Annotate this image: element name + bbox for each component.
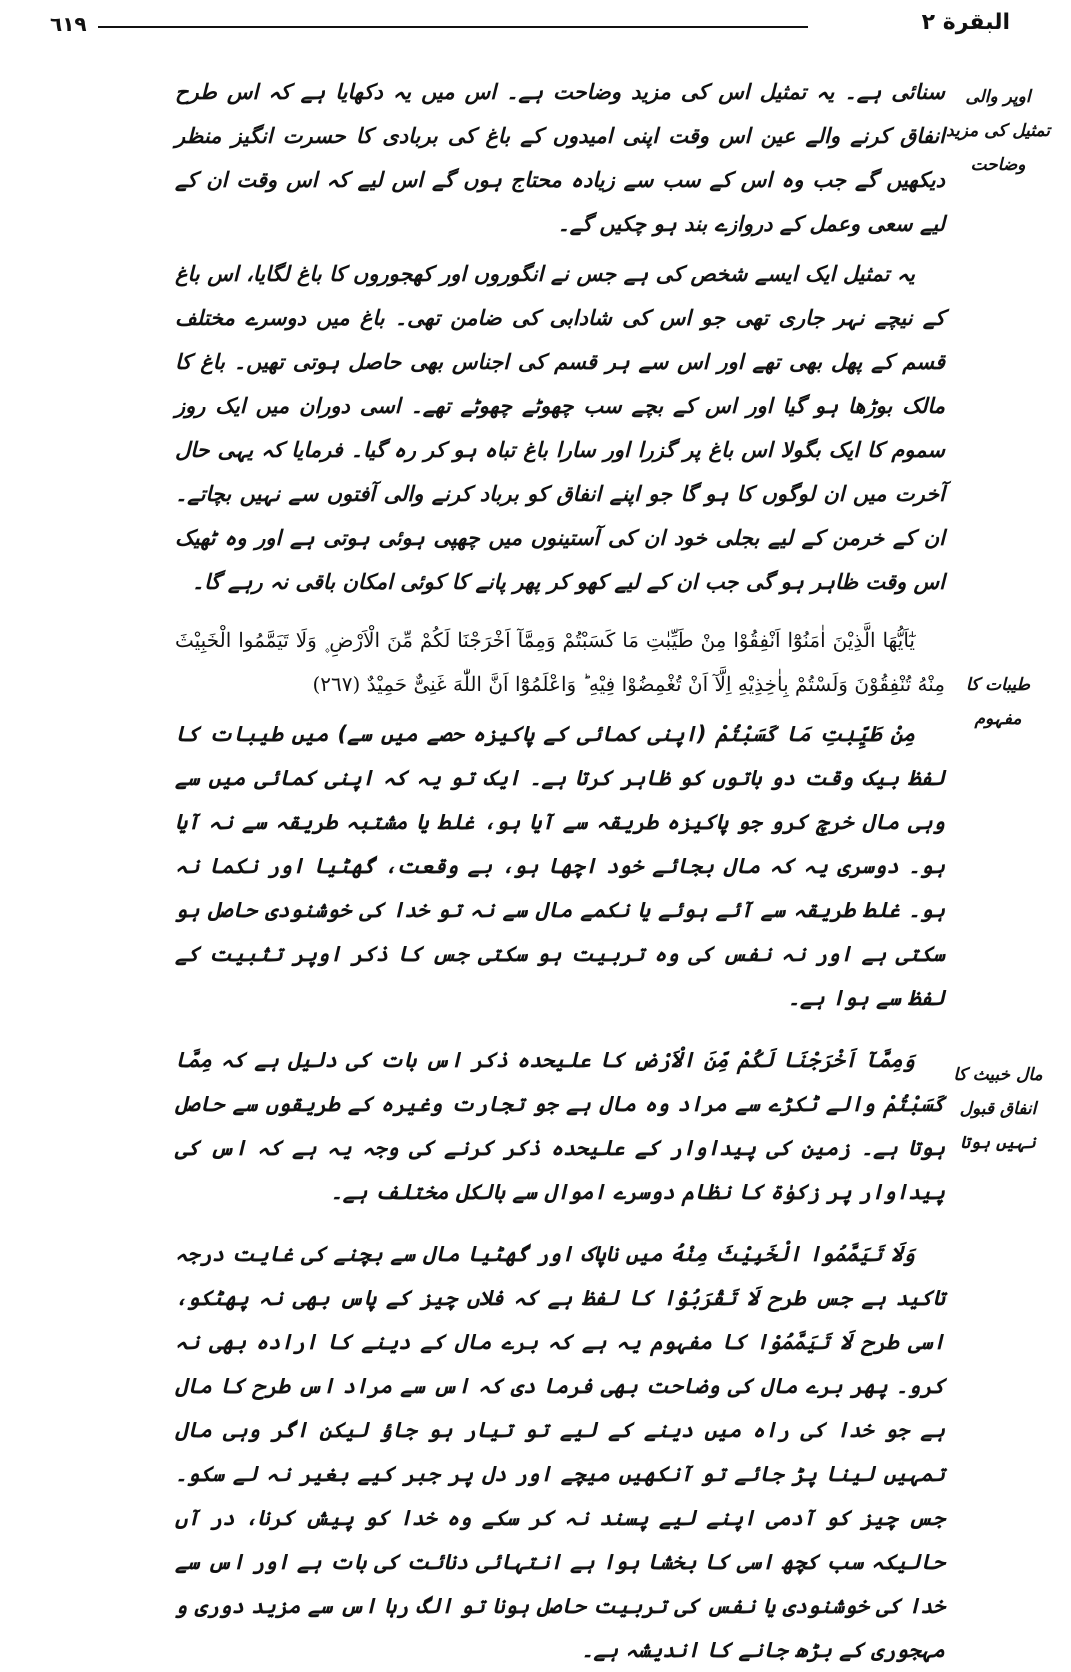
paragraph-parable-explanation: سنائی ہے۔ یہ تمثیل اس کی مزید وضاحت ہے۔ اس میں یہ دکھایا ہے کہ اس طرح انفاق کرنے والے عین اس وقت اپنی امیدوں کے باغ کی بربادی کا حسرت انگیز منظر دیکھیں گے جب وہ اس کے سب سے زیادہ محتاج ہوں گے اس لیے کہ اس وقت ان کے لیے سعی وعمل کے دروازے بند ہو چکیں گے۔ [175, 80, 945, 236]
margin-note-line: تمثیل کی مزید [946, 121, 1050, 141]
margin-note-line: طیبات کا [965, 675, 1031, 695]
margin-note-line: مال خبیث کا [953, 1065, 1043, 1085]
paragraph-impure-wealth: وَلَا تَیَمَّمُوا الْخَبِیْثَ مِنْهُ میں ناپاک اور گھٹیا مال سے بچنے کی غایت درجہ تاکید ہے جس طرح لَا تَقْرَبُوْا کا لفظ ہے کہ فلاں چیز کے پاس بھی نہ پھٹکو، اسی طرح لَا تَیَمَّمُوْا کا مفہوم یہ ہے کہ برے مال کے دینے کا ارادہ بھی نہ کرو۔ پھر برے مال کی وضاحت بھی فرما دی کہ اس سے مراد اس طرح کا مال ہے جو خدا کی راہ میں دینے کے لیے تو تیار ہو جاؤ لیکن اگر وہی مال تمہیں لینا پڑ جائے تو آنکھیں میچے اور دل پر جبر کیے بغیر نہ لے سکو۔ جس چیز کو آدمی اپنے لیے پسند نہ کر سکے وہ خدا کو پیش کرنا، در آں حالیکہ سب کچھ اسی کا بخشا ہوا ہے انتہائی دنائت کی بات ہے اور اس سے خدا کی خوشنودی یا نفس کی تربیت حاصل ہونا تو الگ رہا اس سے مزید دوری و مہجوری کے بڑھ جانے کا اندیشہ ہے۔ [175, 1242, 945, 1662]
header-rule [98, 26, 808, 28]
margin-note-line: وضاحت [970, 155, 1026, 175]
margin-note-khabith [943, 1058, 1053, 1160]
margin-note-line: نہیں ہوتا [960, 1133, 1036, 1153]
page-header [50, 8, 1030, 48]
margin-note-line: مفہوم [974, 709, 1022, 729]
page-number: ٦١٩ [50, 12, 87, 36]
margin-note-tayyibat [943, 668, 1053, 736]
paragraph-tayyibat: مِنْ طَیِّبٰتِ مَا كَسَبْتُمْ (اپنی کمائی کے پاکیزہ حصے میں سے) میں طیبات کا لفظ بیک وقت دو باتوں کو ظاہر کرتا ہے۔ ایک تو یہ کہ اپنی کمائی میں سے وہی مال خرچ کرو جو پاکیزہ طریقہ سے آیا ہو، غلط یا مشتبہ طریقہ سے نہ آیا ہو۔ دوسری یہ کہ مال بجائے خود اچھا ہو، بے وقعت، گھٹیا اور نکما نہ ہو۔ غلط طریقہ سے آئے ہوئے یا نکمے مال سے نہ تو خدا کی خوشنودی حاصل ہو سکتی ہے اور نہ نفس کی وہ تربیت ہو سکتی جس کا ذکر اوپر تثبیت کے لفظ سے ہوا ہے۔ [175, 722, 945, 1010]
surah-title: البقرة ٢ [921, 10, 1010, 35]
margin-note-line: اوپر والی [965, 87, 1031, 107]
paragraph-produce-of-earth: وَمِمَّآ اَخْرَجْنَا لَكُمْ مِّنَ الْاَرْضِ کا علیحدہ ذکر اس بات کی دلیل ہے کہ مِمَّا كَسَبْتُمْ والے ٹکڑے سے مراد وہ مال ہے جو تجارت وغیرہ کے طریقوں سے حاصل ہوتا ہے۔ زمین کی پیداوار کے علیحدہ ذکر کرنے کی وجہ یہ ہے کہ اس کی پیداوار پر زکوٰۃ کا نظام دوسرے اموال سے بالکل مختلف ہے۔ [175, 1048, 945, 1204]
quran-verse-267: یٰٓاَیُّهَا الَّذِیْنَ اٰمَنُوْٓا اَنْفِقُوْا مِنْ طَیِّبٰتِ مَا كَسَبْتُمْ وَمِمَّآ اَخْرَجْنَا لَكُمْ مِّنَ الْاَرْضِ ۪ وَلَا تَیَمَّمُوا الْخَبِیْثَ مِنْهُ تُنْفِقُوْنَ وَلَسْتُمْ بِاٰخِذِیْهِ اِلَّآ اَنْ تُغْمِضُوْا فِیْهِ ؕ وَاعْلَمُوْٓا اَنَّ اللّٰهَ غَنِیٌّ حَمِیْدٌ (٢٦٧) [175, 628, 945, 696]
commentary-body [175, 70, 945, 1672]
margin-note-elaboration [943, 80, 1053, 182]
margin-note-line: انفاق قبول [959, 1099, 1037, 1119]
paragraph-parable-garden: یہ تمثیل ایک ایسے شخص کی ہے جس نے انگوروں اور کھجوروں کا باغ لگایا، اس باغ کے نیچے نہر جاری تھی جو اس کی شادابی کی ضامن تھی۔ باغ میں دوسرے مختلف قسم کے پھل بھی تھے اور اس سے ہر قسم کی اجناس بھی حاصل ہوتی تھیں۔ باغ کا مالک بوڑھا ہو گیا اور اس کے بچے سب چھوٹے چھوٹے تھے۔ اسی دوران میں ایک روز سموم کا ایک بگولا اس باغ پر گزرا اور سارا باغ تباہ ہو کر رہ گیا۔ فرمایا کہ یہی حال آخرت میں ان لوگوں کا ہو گا جو اپنے انفاق کو برباد کرنے والی آفتوں سے نہیں بچاتے۔ ان کے خرمن کے لیے بجلی خود ان کی آستینوں میں چھپی ہوئی ہوتی ہے اور وہ ٹھیک اس وقت ظاہر ہو گی جب ان کے لیے کھو کر پھر پانے کا کوئی امکان باقی نہ رہے گا۔ [175, 262, 945, 594]
